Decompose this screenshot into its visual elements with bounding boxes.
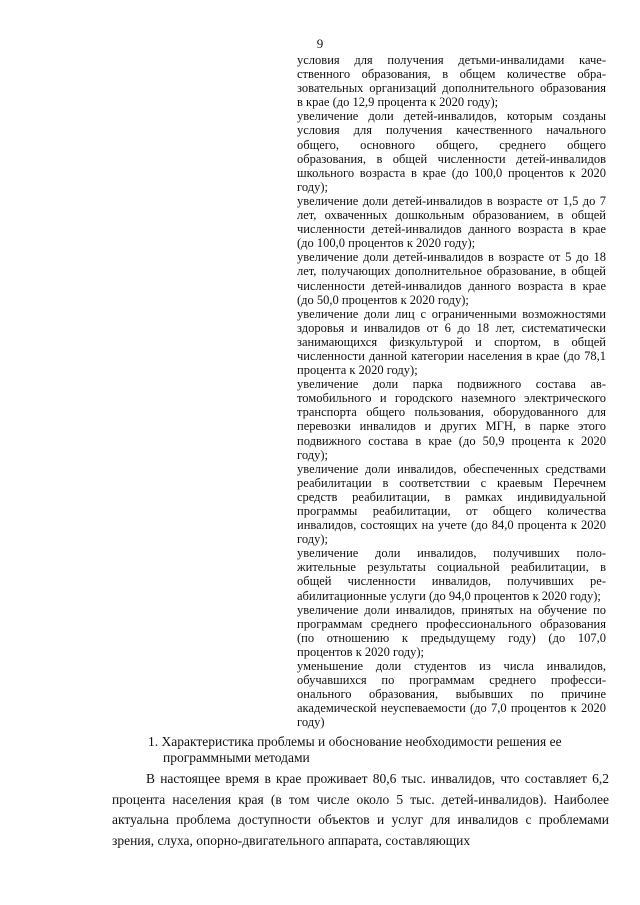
- indicator-item: увеличение доли инвалидов, получивших положительные результаты социальной реабилитации, в общей численности инвалидов, получивших реабилитационные услуги (до 94,0 процентов к 2020 году);: [297, 546, 606, 603]
- body-paragraph: В настоящее время в крае проживает 80,6 тыс. инвалидов, что составляет 6,2 процента населения края (в том числе около 5 тыс. детей-инвалидов). Наиболее актуальна проблема доступности объектов и услуг для инвалидов с проблемами зрения, слуха, опорно-двигательного аппарата, составляющих: [112, 771, 609, 848]
- indicator-item: условия для получения детьми-инвалидами качественного образования, в общем количестве образовательных организаций дополнительного образования в крае (до 12,9 процента к 2020 году);: [297, 53, 606, 110]
- indicator-item: увеличение доли парка подвижного состава автомобильного и городского наземного электрического транспорта общего пользования, оборудованного для перевозки инвалидов и других МГН, в парке этого подвижного состава в крае (до 50,9 процента к 2020 году);: [297, 377, 606, 462]
- section-heading: 1. Характеристика проблемы и обоснование необходимости решения ее программными методами: [148, 734, 562, 765]
- indicator-item: увеличение доли лиц с ограниченными возможностями здоровья и инвалидов от 6 до 18 лет, систематически занимающихся физкультурой и спортом, в общей численности данной категории населения в крае (до 78,1 процента к 2020 году);: [297, 306, 606, 378]
- indicator-item: увеличение доли детей-инвалидов в возрасте от 5 до 18 лет, получающих дополнительное образование, в общей численности детей-инвалидов данного возраста в крае (до 50,0 процентов к 2020 году);: [297, 250, 606, 307]
- page-number: 9: [316, 36, 324, 51]
- indicator-item: уменьшение доли студентов из числа инвалидов, обучавшихся по программам среднего профессионального образования, выбывших по причине академической неуспеваемости (до 7,0 процентов к 2020 году): [297, 659, 606, 730]
- indicator-item: увеличение доли инвалидов, принятых на обучение по программам среднего профессионального образования (по отношению к предыдущему году) (до 107,0 процентов к 2020 году);: [297, 602, 606, 659]
- indicator-item: увеличение доли инвалидов, обеспеченных средствами реабилитации в соответствии с краевым Перечнем средств реабилитации, в рамках индивидуальной программы реабилитации, от общего количества инвалидов, состоящих на учете (до 84,0 процента к 2020 году);: [297, 461, 606, 547]
- target-indicators-list: [297, 53, 606, 730]
- indicator-item: увеличение доли детей-инвалидов, которым созданы условия для получения качественного начального общего, основного общего, среднего общего образования, в общей численности детей-инвалидов школьного возраста в крае (до 100,0 процентов к 2020 году);: [297, 109, 606, 194]
- indicator-item: увеличение доли детей-инвалидов в возрасте от 1,5 до 7 лет, охваченных дошкольным образованием, в общей численности детей-инвалидов данного возраста в крае (до 100,0 процентов к 2020 году);: [297, 193, 606, 251]
